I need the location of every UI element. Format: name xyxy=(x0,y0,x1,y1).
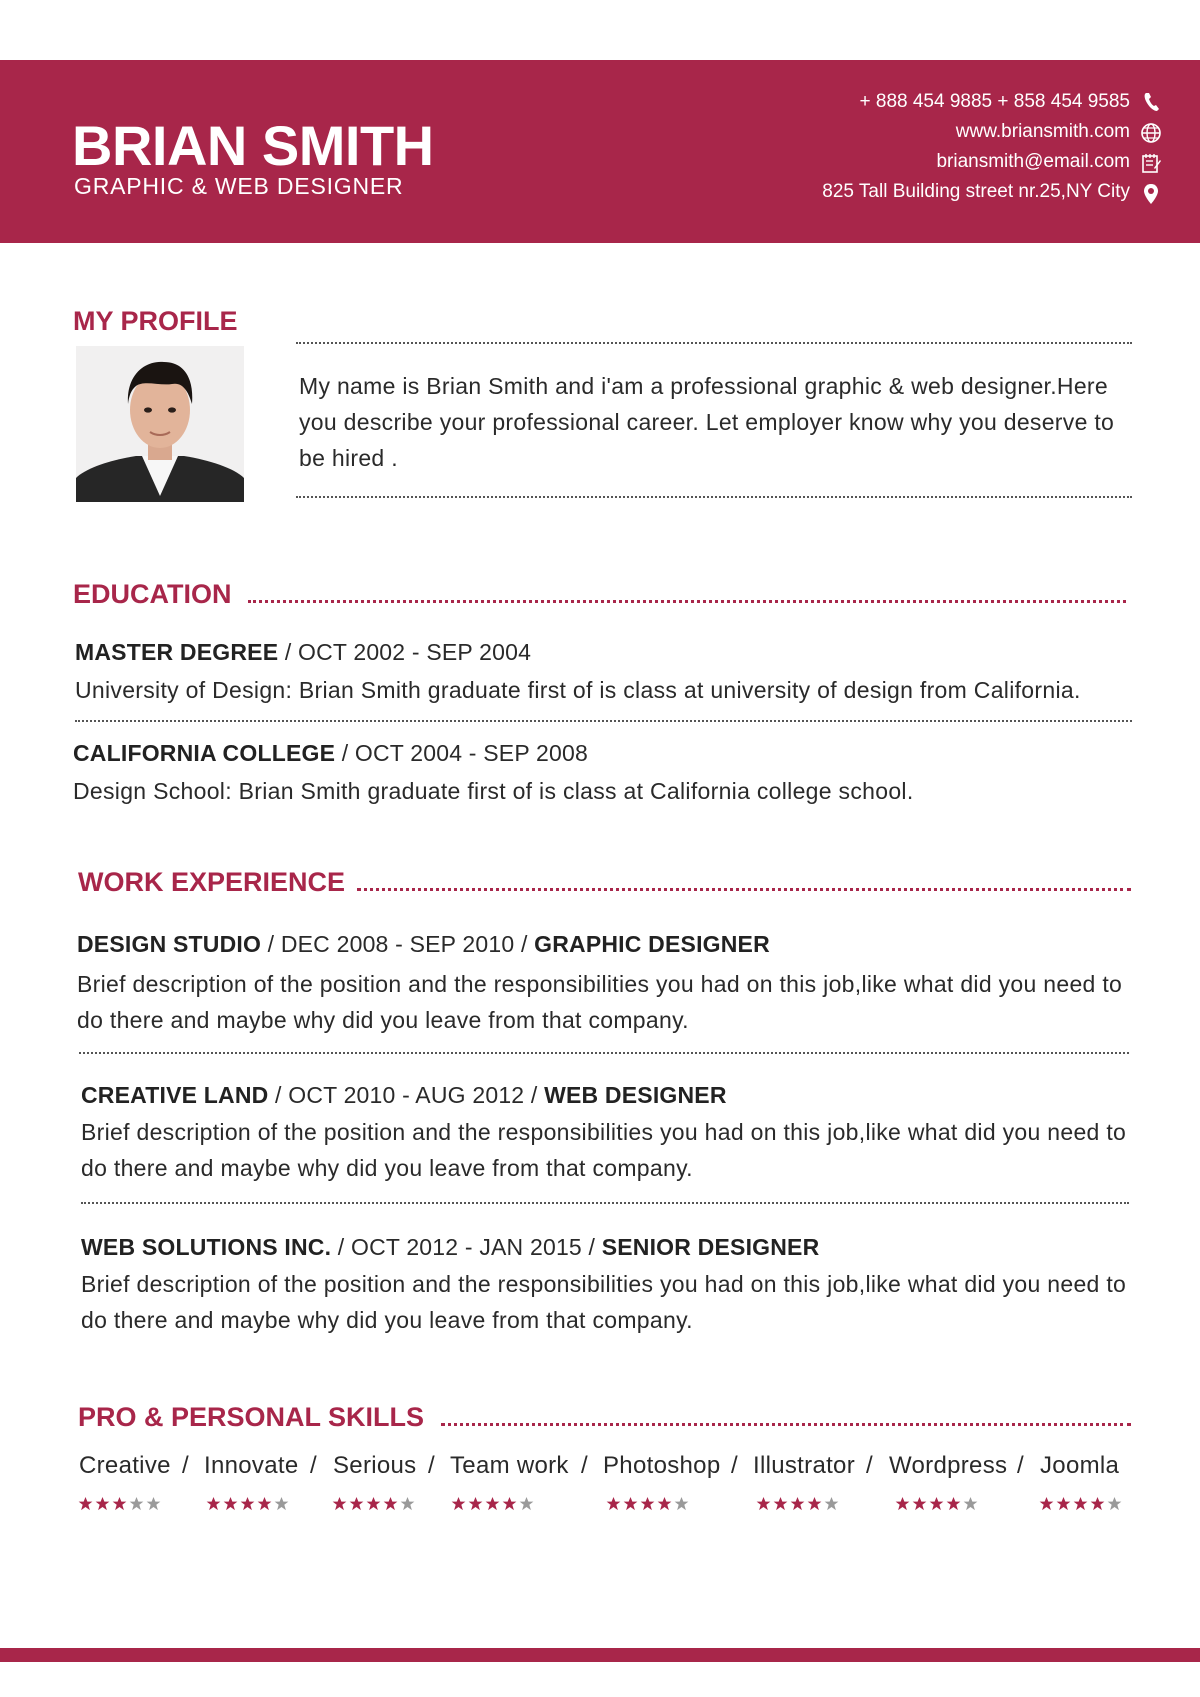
star-filled-icon xyxy=(206,1496,221,1511)
star-empty-icon xyxy=(129,1496,144,1511)
skill-rating xyxy=(78,1496,163,1512)
education-description: Design School: Brian Smith graduate first of is class at California college school. xyxy=(73,778,914,804)
education-school: CALIFORNIA COLLEGE xyxy=(73,740,336,766)
star-filled-icon xyxy=(1090,1496,1105,1511)
star-filled-icon xyxy=(1056,1496,1071,1511)
skill-name: Innovate xyxy=(204,1452,299,1479)
star-filled-icon xyxy=(773,1496,788,1511)
skill-separator: / xyxy=(1017,1452,1024,1479)
section-divider xyxy=(357,888,1131,891)
skill-name: Illustrator xyxy=(753,1452,855,1479)
contact-website[interactable]: www.briansmith.com xyxy=(955,121,1130,142)
work-period: / OCT 2010 - AUG 2012 / xyxy=(268,1082,545,1108)
star-filled-icon xyxy=(756,1496,771,1511)
star-empty-icon xyxy=(274,1496,289,1511)
star-filled-icon xyxy=(929,1496,944,1511)
star-filled-icon xyxy=(468,1496,483,1511)
star-filled-icon xyxy=(95,1496,110,1511)
star-filled-icon xyxy=(383,1496,398,1511)
work-position: SENIOR DESIGNER xyxy=(601,1234,820,1260)
skill-separator: / xyxy=(866,1452,873,1479)
section-title-work: WORK EXPERIENCE xyxy=(78,867,346,897)
skill-name: Wordpress xyxy=(889,1452,1008,1479)
star-filled-icon xyxy=(912,1496,927,1511)
education-period: / OCT 2002 - SEP 2004 xyxy=(278,639,532,665)
globe-icon xyxy=(1140,122,1164,146)
section-divider xyxy=(441,1423,1131,1426)
skill-rating xyxy=(332,1496,417,1512)
skill-separator: / xyxy=(581,1452,588,1479)
star-filled-icon xyxy=(895,1496,910,1511)
work-entry-heading xyxy=(77,926,770,962)
skill-name: Team work xyxy=(450,1452,569,1479)
star-empty-icon xyxy=(963,1496,978,1511)
section-divider xyxy=(248,600,1126,603)
work-position: WEB DESIGNER xyxy=(544,1082,727,1108)
star-filled-icon xyxy=(223,1496,238,1511)
education-entry-heading xyxy=(73,735,588,771)
profile-text: My name is Brian Smith and i'am a professional graphic & web designer.Here you describe your professional career. Let employer know why you deserve to be hired . xyxy=(299,373,1115,471)
work-description: Brief description of the position and the responsibilities you had on this job,like what did you need to do there and maybe why did you leave from that company. xyxy=(77,971,1123,1033)
star-filled-icon xyxy=(78,1496,93,1511)
star-filled-icon xyxy=(451,1496,466,1511)
star-filled-icon xyxy=(502,1496,517,1511)
contact-phone: + 888 454 9885 + 858 454 9585 xyxy=(859,91,1130,112)
skill-rating xyxy=(895,1496,980,1512)
work-company: CREATIVE LAND xyxy=(81,1082,269,1108)
star-filled-icon xyxy=(1039,1496,1054,1511)
phone-icon xyxy=(1140,90,1164,114)
skill-rating xyxy=(1039,1496,1124,1512)
skill-separator: / xyxy=(182,1452,189,1479)
star-filled-icon xyxy=(946,1496,961,1511)
candidate-name: BRIAN SMITH xyxy=(72,114,434,177)
star-empty-icon xyxy=(519,1496,534,1511)
star-empty-icon xyxy=(1107,1496,1122,1511)
footer-bar xyxy=(0,1648,1200,1662)
star-filled-icon xyxy=(790,1496,805,1511)
skill-separator: / xyxy=(310,1452,317,1479)
star-filled-icon xyxy=(366,1496,381,1511)
divider xyxy=(296,342,1132,344)
education-entry-heading xyxy=(75,634,531,670)
star-filled-icon xyxy=(807,1496,822,1511)
star-filled-icon xyxy=(240,1496,255,1511)
skill-name: Creative xyxy=(79,1452,171,1479)
education-period: / OCT 2004 - SEP 2008 xyxy=(335,740,589,766)
education-school: MASTER DEGREE xyxy=(75,639,279,665)
star-filled-icon xyxy=(485,1496,500,1511)
star-filled-icon xyxy=(332,1496,347,1511)
star-filled-icon xyxy=(257,1496,272,1511)
section-title-skills: PRO & PERSONAL SKILLS xyxy=(78,1402,425,1432)
contact-email[interactable]: briansmith@email.com xyxy=(936,151,1130,172)
skill-name: Serious xyxy=(333,1452,417,1479)
work-description: Brief description of the position and the responsibilities you had on this job,like what did you need to do there and maybe why did you leave from that company. xyxy=(81,1271,1127,1333)
skill-rating xyxy=(606,1496,691,1512)
work-period: / OCT 2012 - JAN 2015 / xyxy=(331,1234,602,1260)
skill-rating xyxy=(756,1496,841,1512)
work-description: Brief description of the position and the responsibilities you had on this job,like what did you need to do there and maybe why did you leave from that company. xyxy=(81,1119,1127,1181)
star-empty-icon xyxy=(400,1496,415,1511)
work-entry-heading xyxy=(81,1077,727,1113)
star-filled-icon xyxy=(623,1496,638,1511)
education-description: University of Design: Brian Smith graduate first of is class at university of design from California. xyxy=(75,677,1081,703)
star-filled-icon xyxy=(349,1496,364,1511)
star-filled-icon xyxy=(112,1496,127,1511)
star-filled-icon xyxy=(657,1496,672,1511)
divider xyxy=(296,496,1132,498)
profile-photo xyxy=(76,346,244,502)
star-empty-icon xyxy=(824,1496,839,1511)
divider xyxy=(75,720,1132,722)
star-filled-icon xyxy=(1073,1496,1088,1511)
star-filled-icon xyxy=(640,1496,655,1511)
location-pin-icon xyxy=(1140,182,1164,206)
notepad-icon xyxy=(1140,152,1164,176)
skill-rating xyxy=(206,1496,291,1512)
work-company: WEB SOLUTIONS INC. xyxy=(81,1234,332,1260)
star-empty-icon xyxy=(146,1496,161,1511)
work-company: DESIGN STUDIO xyxy=(77,931,262,957)
skill-separator: / xyxy=(428,1452,435,1479)
skill-name: Joomla xyxy=(1040,1452,1120,1479)
work-entry-heading xyxy=(81,1229,819,1265)
candidate-role: GRAPHIC & WEB DESIGNER xyxy=(74,173,404,199)
section-title-education: EDUCATION xyxy=(73,579,232,609)
header-banner xyxy=(0,60,1200,243)
work-position: GRAPHIC DESIGNER xyxy=(534,931,770,957)
star-empty-icon xyxy=(674,1496,689,1511)
star-filled-icon xyxy=(606,1496,621,1511)
skill-separator: / xyxy=(731,1452,738,1479)
divider xyxy=(81,1202,1129,1204)
work-period: / DEC 2008 - SEP 2010 / xyxy=(261,931,535,957)
contact-address: 825 Tall Building street nr.25,NY City xyxy=(822,181,1130,202)
section-title-profile: MY PROFILE xyxy=(73,306,238,336)
skill-rating xyxy=(451,1496,536,1512)
divider xyxy=(79,1052,1129,1054)
skill-name: Photoshop xyxy=(603,1452,721,1479)
